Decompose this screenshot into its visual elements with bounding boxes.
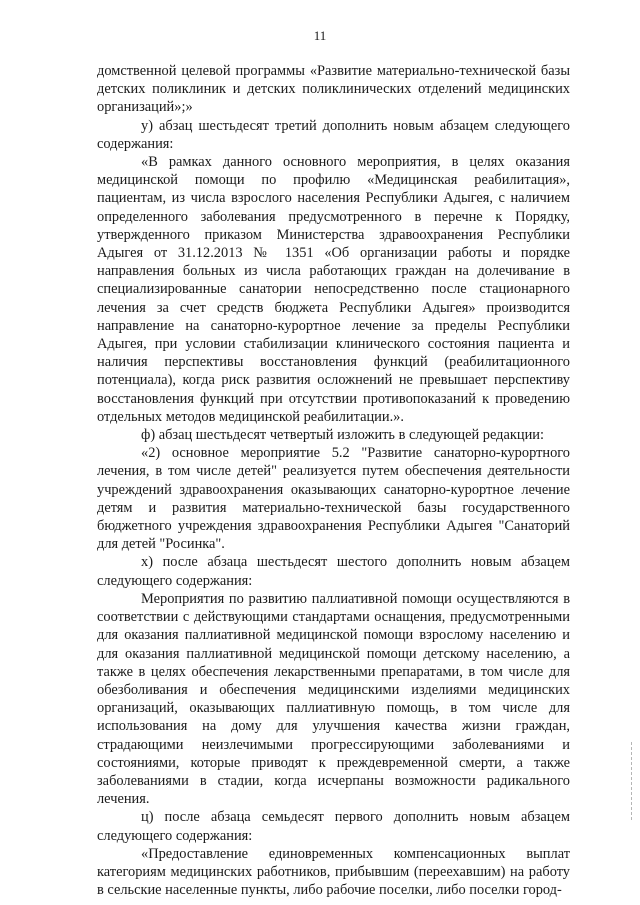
paragraph-amendment-kh: х) после абзаца шестьдесят шестого дополнить новым абзацем следующего содержания: — [97, 554, 570, 589]
paragraph-continuation: домственной целевой программы «Развитие материально-технической базы детских поликлиник и детских поликлинических отделений медицинских организаций»;» — [97, 63, 570, 116]
paragraph-palliative: Мероприятия по развитию паллиативной помощи осуществляются в соответствии с действующими стандартами оснащения, предусмотренными для оказания паллиативной медицинской помощи взрослому населению и для оказания паллиативной медицинской помощи детскому населению, а также в целях обеспечения лекарственными препаратами, в том числе для обезболивания и обеспечения медицинскими изделиями медицинских организаций, оказывающих паллиативную помощь, в том числе для использования на дому для улучшения качества жизни граждан, страдающими неизлечимыми прогрессирующими заболеваниями и состояниями, которые приводят к преждевременной смерти, а также заболеваниями в стадии, когда исчерпаны возможности радикального лечения. — [97, 590, 570, 808]
scan-edge-mark — [629, 742, 632, 820]
document-body — [97, 62, 570, 899]
paragraph-amendment-f: ф) абзац шестьдесят четвертый изложить в следующей редакции: — [141, 427, 544, 444]
paragraph-amendment-ts: ц) после абзаца семьдесят первого дополнить новым абзацем следующего содержания: — [97, 809, 570, 844]
paragraph-amendment-u: у) абзац шестьдесят третий дополнить новым абзацем следующего содержания: — [97, 117, 570, 152]
page-number: 11 — [313, 28, 327, 43]
paragraph-compensation: «Предоставление единовременных компенсационных выплат категориям медицинских работников, прибывшим (переехавшим) на работу в сельские населенные пункты, либо рабочие поселки, либо поселки город- — [97, 845, 570, 899]
paragraph-sanatorium: «2) основное мероприятие 5.2 "Развитие санаторно-курортного лечения, в том числе детей" реализуется путем обеспечения деятельности учреждений здравоохранения оказывающих санаторно-курортное лечение детям и развития материально-технической базы государственного бюджетного учреждения здравоохранения Республики Адыгея "Санаторий для детей "Росинка". — [97, 445, 570, 553]
paragraph-rehabilitation: «В рамках данного основного мероприятия, в целях оказания медицинской помощи по профилю «Медицинская реабилитация», пациентам, из числа взрослого населения Республики Адыгея, с наличием определенного заболевания предусмотренного в перечне к Порядку, утвержденного приказом Министерства здравоохранения Республики Адыгея от 31.12.2013 № 1351 «Об организации работы и порядке направления больных из числа работающих граждан на долечивание в специализированные санатории непосредственно после стационарного лечения за счет средств бюджета Республики Адыгея» производится направление на санаторно-курортное лечение за пределы Республики Адыгея, при условии стабилизации клинического состояния пациента и наличия перспективы восстановления функций (реабилитационного потенциала), когда риск развития осложнений не превышает перспективу восстановления функций при отсутствии противопоказаний к проведению отдельных методов медицинской реабилитации.». — [97, 154, 570, 425]
